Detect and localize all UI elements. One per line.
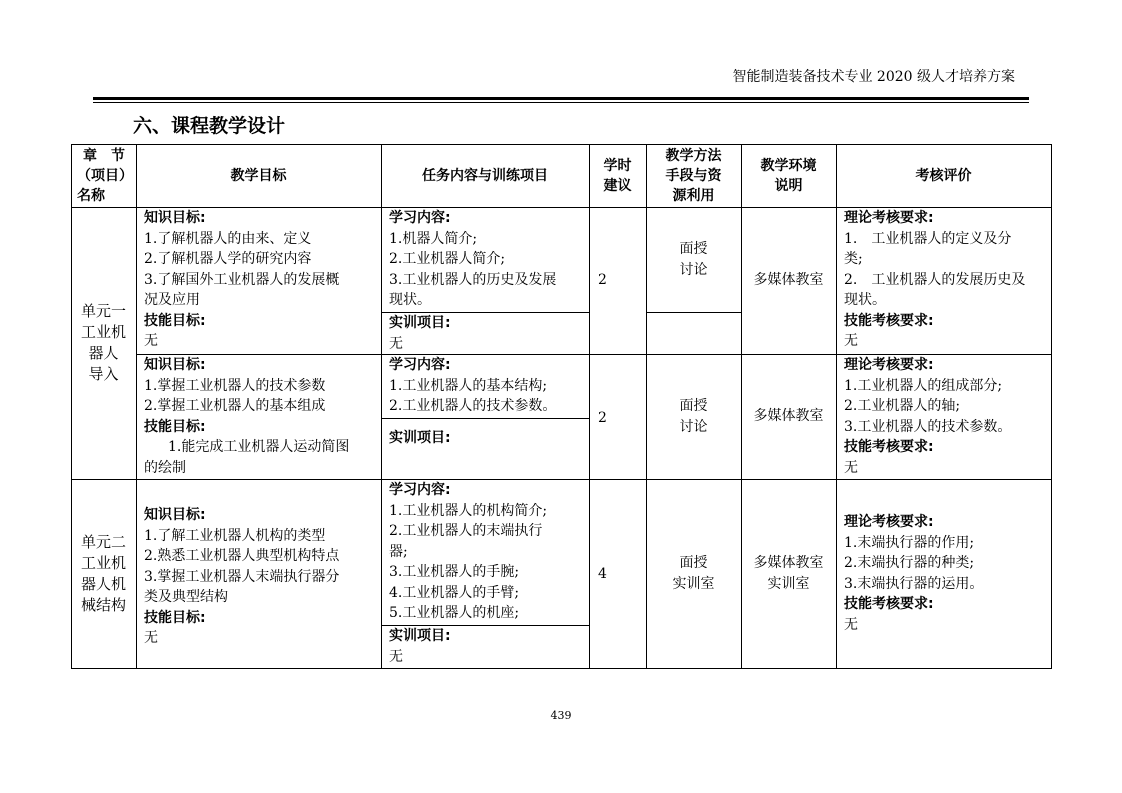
row2-hours: 2: [598, 410, 607, 426]
header-assessment: 考核评价: [915, 167, 972, 184]
unit2-learning-content: 学习内容: 1.工业机器人的机构简介; 2.工业机器人的末端执行 器; 3.工业机器人的手腕; 4.工业机器人的手臂; 5.工业机器人的机座;: [389, 482, 548, 621]
unit2-hours: 4: [598, 566, 607, 582]
row2-task-sub-rule: [381, 418, 589, 419]
col-divider-3: [589, 144, 590, 669]
unit2-assessment: 理论考核要求: 1.末端执行器的作用; 2.末端执行器的种类; 3.末端执行器的运用。 技能考核要求: 无: [844, 514, 984, 633]
unit1-name: 单元一 工业机 器人 导入: [80, 302, 126, 383]
course-design-table: [71, 144, 1052, 669]
col-divider-6: [836, 144, 837, 669]
row1-practice-items: 实训项目: 无: [389, 315, 451, 352]
unit2-environment: 多媒体教室 实训室: [753, 555, 824, 592]
row2-methods: 面授 讨论: [679, 398, 708, 435]
header-chapter: 章 节 （项目） 名称: [77, 147, 133, 204]
row2-assessment: 理论考核要求: 1.工业机器人的组成部分; 2.工业机器人的轴; 3.工业机器人的技术参数。 技能考核要求: 无: [844, 357, 1012, 476]
row1-environment: 多媒体教室: [753, 272, 824, 289]
header-environment: 教学环境 说明: [760, 157, 817, 194]
page-number: 439: [550, 709, 572, 722]
section-title: 六、课程教学设计: [133, 115, 286, 137]
header-rule-thick: [93, 97, 1029, 100]
row1-methods: 面授 讨论: [679, 241, 708, 278]
page-header-title: 智能制造装备技术专业 2020 级人才培养方案: [732, 69, 1015, 85]
row2-learning-content: 学习内容: 1.工业机器人的基本结构; 2.工业机器人的技术参数。: [389, 357, 557, 414]
header-hours: 学时 建议: [603, 157, 632, 194]
row1-assessment: 理论考核要求: 1. 工业机器人的定义及分 类; 2. 工业机器人的发展历史及 现状。 技能考核要求: 无: [844, 210, 1026, 349]
row1-teaching-goals: 知识目标: 1.了解机器人的由来、定义 2.了解机器人学的研究内容 3.了解国外工业机器人的发展概 况及应用 技能目标: 无: [144, 210, 340, 349]
row2-environment: 多媒体教室: [753, 408, 824, 425]
unit2-name: 单元二 工业机 器人机 械结构: [80, 532, 126, 614]
col-divider-2: [381, 144, 382, 669]
unit2-practice-items: 实训项目: 无: [389, 628, 451, 665]
row1-hours: 2: [598, 272, 607, 288]
table-border-bottom: [71, 668, 1052, 669]
header-methods: 教学方法 手段与资 源利用: [665, 147, 722, 204]
table-border-right: [1051, 144, 1052, 669]
unit2-methods: 面授 实训室: [672, 555, 715, 592]
row1-method-sub-rule: [646, 312, 741, 313]
unit2-teaching-goals: 知识目标: 1.了解工业机器人机构的类型 2.熟悉工业机器人典型机构特点 3.掌握工业机器人末端执行器分 类及典型结构 技能目标: 无: [144, 507, 340, 646]
row1-learning-content: 学习内容: 1.机器人简介; 2.工业机器人简介; 3.工业机器人的历史及发展 现状。: [389, 210, 557, 308]
header-rule-thin: [93, 102, 1029, 103]
col-divider-1: [136, 144, 137, 669]
row2-practice-items: 实训项目:: [389, 430, 451, 446]
header-task-content: 任务内容与训练项目: [422, 167, 548, 184]
header-teaching-goals: 教学目标: [230, 167, 287, 184]
row2-teaching-goals: 知识目标: 1.掌握工业机器人的技术参数 2.掌握工业机器人的基本组成 技能目标: 1.能完成工业机器人运动简图 的绘制: [144, 357, 350, 476]
